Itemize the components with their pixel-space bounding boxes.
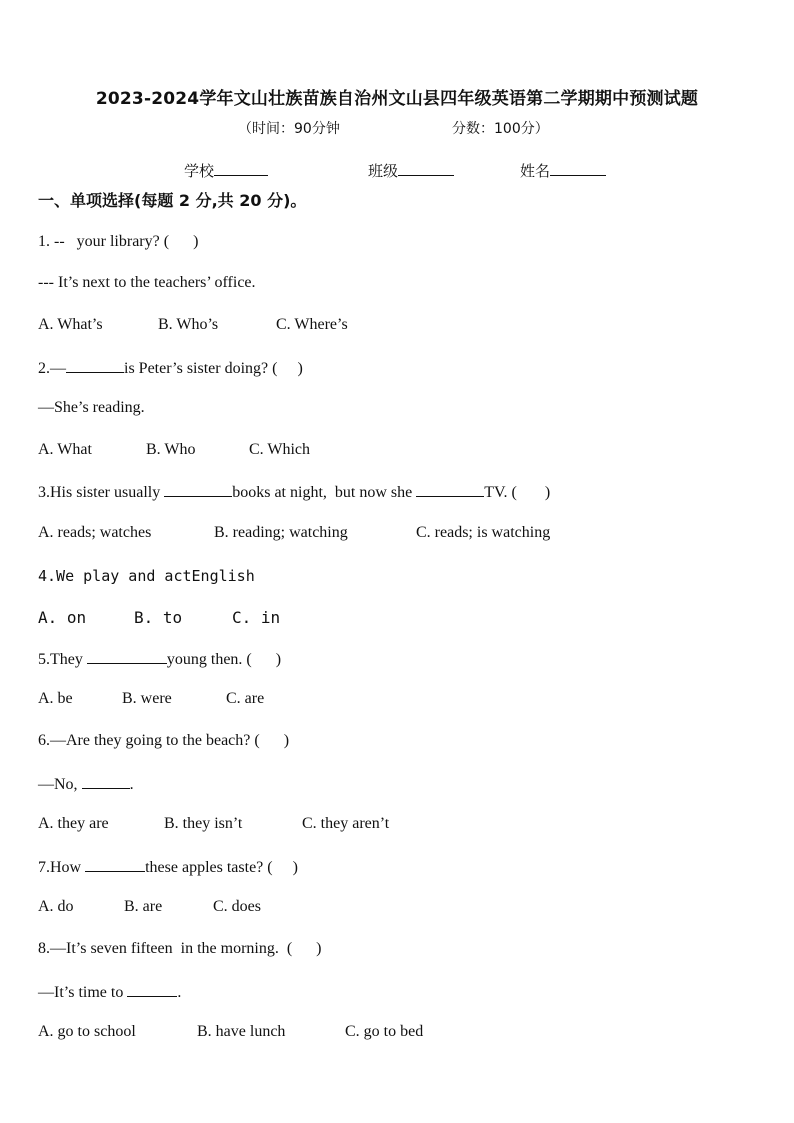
question-6-blank[interactable] bbox=[82, 774, 130, 789]
question-2-option-c[interactable]: C. Which bbox=[249, 441, 311, 458]
question-5-option-a[interactable]: A. be bbox=[38, 690, 73, 707]
question-6-answer: —No, . bbox=[38, 776, 134, 793]
question-3-option-b[interactable]: B. reading; watching bbox=[214, 524, 348, 541]
question-4-option-b[interactable]: B. to bbox=[134, 608, 183, 627]
question-8-option-c[interactable]: C. go to bed bbox=[345, 1023, 424, 1040]
question-1-stem: 1. -- your library? ( ) bbox=[38, 233, 199, 250]
exam-title: 2023-2024学年文山壮族苗族自治州文山县四年级英语第二学期期中预测试题 bbox=[95, 89, 699, 109]
question-3-option-c[interactable]: C. reads; is watching bbox=[416, 524, 551, 541]
question-1-option-b[interactable]: B. Who’s bbox=[158, 316, 219, 333]
question-2-blank[interactable] bbox=[66, 358, 124, 373]
school-label: 学校 bbox=[184, 162, 215, 180]
question-3-stem: 3.His sister usually books at night, but now she TV. ( ) bbox=[38, 484, 551, 501]
question-7-blank[interactable] bbox=[85, 857, 145, 872]
question-5-stem: 5.They young then. ( ) bbox=[38, 651, 282, 668]
question-8-answer: —It’s time to . bbox=[38, 984, 182, 1001]
question-5-option-c[interactable]: C. are bbox=[226, 690, 265, 707]
question-8-option-a[interactable]: A. go to school bbox=[38, 1023, 136, 1040]
school-field bbox=[184, 160, 268, 181]
class-field bbox=[368, 160, 454, 181]
question-2-stem: 2.— is Peter’s sister doing? ( ) bbox=[38, 360, 303, 377]
question-5-option-b[interactable]: B. were bbox=[122, 690, 172, 707]
question-4-option-c[interactable]: C. in bbox=[232, 608, 281, 627]
question-3-blank-2[interactable] bbox=[416, 482, 484, 497]
question-3-option-a[interactable]: A. reads; watches bbox=[38, 524, 152, 541]
question-7-stem: 7.How these apples taste? ( ) bbox=[38, 859, 298, 876]
question-6-option-b[interactable]: B. they isn’t bbox=[164, 815, 243, 832]
class-label: 班级 bbox=[368, 162, 399, 180]
question-1-answer: --- It’s next to the teachers’ office. bbox=[38, 274, 256, 291]
question-8-option-b[interactable]: B. have lunch bbox=[197, 1023, 286, 1040]
section-heading: 一、单项选择(每题 2 分,共 20 分)。 bbox=[38, 191, 307, 210]
question-4-stem: 4.We play and actEnglish bbox=[38, 567, 255, 585]
name-field bbox=[520, 160, 606, 181]
name-label: 姓名 bbox=[520, 162, 551, 180]
question-8-stem: 8.—It’s seven fifteen in the morning. ( ) bbox=[38, 940, 322, 957]
question-6-stem: 6.—Are they going to the beach? ( ) bbox=[38, 732, 290, 749]
name-blank[interactable] bbox=[550, 161, 606, 176]
school-blank[interactable] bbox=[214, 161, 268, 176]
question-1-option-c[interactable]: C. Where’s bbox=[276, 316, 348, 333]
question-6-option-a[interactable]: A. they are bbox=[38, 815, 109, 832]
question-2-option-b[interactable]: B. Who bbox=[146, 441, 196, 458]
question-1-option-a[interactable]: A. What’s bbox=[38, 316, 103, 333]
question-3-blank-1[interactable] bbox=[164, 482, 232, 497]
question-2-answer: —She’s reading. bbox=[38, 399, 145, 416]
question-7-option-c[interactable]: C. does bbox=[213, 898, 261, 915]
exam-time: （时间：90分钟 bbox=[238, 121, 340, 137]
question-7-option-a[interactable]: A. do bbox=[38, 898, 74, 915]
question-7-option-b[interactable]: B. are bbox=[124, 898, 163, 915]
question-6-option-c[interactable]: C. they aren’t bbox=[302, 815, 390, 832]
exam-score: 分数：100分） bbox=[452, 121, 549, 137]
class-blank[interactable] bbox=[398, 161, 454, 176]
question-2-option-a[interactable]: A. What bbox=[38, 441, 92, 458]
question-8-blank[interactable] bbox=[127, 982, 177, 997]
question-5-blank[interactable] bbox=[87, 649, 167, 664]
question-4-option-a[interactable]: A. on bbox=[38, 608, 87, 627]
